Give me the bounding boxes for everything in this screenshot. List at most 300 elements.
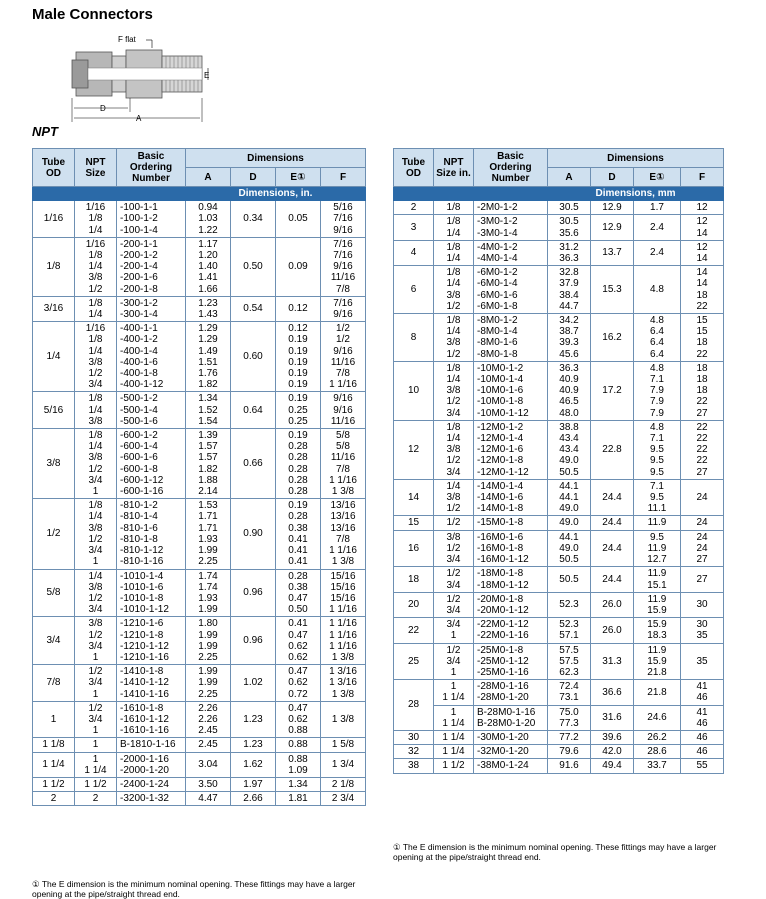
ordering-number-cell-value: -12M0-1-6 xyxy=(477,444,524,456)
npt-size-cell xyxy=(75,322,117,392)
tube-od-cell: 3/4 xyxy=(33,617,75,665)
dim-e-cell-value: 0.41 xyxy=(288,545,308,557)
table-row xyxy=(394,420,724,479)
dim-f-cell-value: 1 3/8 xyxy=(331,713,355,725)
dim-a-cell-value: 1.99 xyxy=(198,640,218,652)
dim-f-cell-value: 9/16 xyxy=(333,345,353,357)
dim-e-cell xyxy=(634,643,681,680)
metric-dimensions-table xyxy=(393,148,723,774)
ordering-number-cell-value: -25M0-1-8 xyxy=(477,644,524,656)
npt-size-cell-value: 1 xyxy=(450,681,457,693)
dim-f-cell-value: 5/8 xyxy=(336,441,350,453)
dim-f-cell-value: 5/8 xyxy=(336,430,350,442)
dim-a-cell xyxy=(186,738,231,752)
npt-size-cell xyxy=(75,569,117,617)
dim-a-cell xyxy=(548,530,591,567)
table-row xyxy=(394,680,724,705)
npt-size-cell-value: 1/2 xyxy=(446,542,461,554)
npt-size-cell-value: 1/8 xyxy=(446,421,461,433)
dim-e-cell-value: 0.28 xyxy=(288,474,308,486)
npt-size-cell-value: 1 1/4 xyxy=(84,764,107,776)
dim-d-cell-value: 0.96 xyxy=(243,587,263,599)
dim-d-cell-value: 16.2 xyxy=(602,331,622,343)
dim-f-cell xyxy=(321,738,366,752)
npt-size-cell xyxy=(434,479,474,516)
footnote: ① The E dimension is the minimum nominal opening. These fittings may have a larger opening at the pipe/straight thread end. xyxy=(393,842,717,862)
dim-e-cell-value: 7.9 xyxy=(650,385,664,397)
dim-e-cell-value: 0.19 xyxy=(288,430,308,442)
ordering-number-cell-value: -600-1-6 xyxy=(120,452,158,464)
npt-size-cell xyxy=(434,730,474,744)
dim-f-cell-value: 11/16 xyxy=(330,415,356,427)
table-row xyxy=(394,201,724,215)
dim-a-cell xyxy=(548,361,591,420)
table-row xyxy=(394,745,724,759)
npt-size-cell-value: 1/2 xyxy=(88,283,103,295)
dim-d-cell-value: 0.96 xyxy=(243,635,263,647)
npt-size-cell-value: 1/16 xyxy=(85,238,106,250)
dim-a-cell-value: 2.45 xyxy=(198,725,218,737)
dim-a-cell-value: 44.7 xyxy=(559,300,579,312)
ordering-number-cell xyxy=(117,752,186,777)
basic-ordering-number-header: Basic Ordering Number xyxy=(474,149,548,187)
dim-f-cell-value: 15/16 xyxy=(330,581,356,593)
dim-e-cell-value: 21.8 xyxy=(647,686,667,698)
dim-d-cell xyxy=(591,420,634,479)
dim-e-cell-value: 0.19 xyxy=(288,500,308,512)
dim-f-cell-value: 35 xyxy=(696,655,708,667)
dim-e-cell-value: 0.09 xyxy=(288,261,308,273)
dim-e-cell-value: 21.8 xyxy=(647,666,667,678)
dim-f-cell xyxy=(321,569,366,617)
ordering-number-cell-value: -300-1-2 xyxy=(120,297,158,309)
npt-size-cell-value: 1 xyxy=(92,725,99,737)
npt-size-cell-value: 1 xyxy=(92,556,99,568)
dim-f-cell xyxy=(321,792,366,806)
dim-a-cell xyxy=(548,240,591,265)
dim-d-header: D xyxy=(591,168,634,187)
npt-size-cell xyxy=(434,567,474,592)
dim-f-cell-value: 27 xyxy=(696,573,708,585)
ordering-number-cell-value: -6M0-1-4 xyxy=(477,278,518,290)
dim-f-cell-value: 18 xyxy=(696,337,708,349)
table-row xyxy=(33,201,366,238)
table-row xyxy=(394,592,724,617)
dim-e-cell xyxy=(634,201,681,215)
ordering-number-cell-value: B-28M0-1-16 xyxy=(477,706,536,718)
ordering-number-cell xyxy=(117,392,186,429)
dim-e-cell-value: 0.19 xyxy=(288,379,308,391)
npt-size-cell-value: 1/2 xyxy=(88,666,103,678)
ordering-number-cell-value: -32M0-1-20 xyxy=(477,746,529,758)
tube-od-cell: 32 xyxy=(394,745,434,759)
table-row xyxy=(33,701,366,738)
ordering-number-cell-value: -14M0-1-4 xyxy=(477,480,524,492)
dim-a-cell-value: 38.8 xyxy=(559,421,579,433)
ordering-number-cell-value: -10M0-1-6 xyxy=(477,385,524,397)
npt-size-cell-value: 1/2 xyxy=(88,368,103,380)
npt-size-cell xyxy=(434,530,474,567)
npt-size-cell xyxy=(434,680,474,705)
dim-f-cell-value: 9/16 xyxy=(333,224,353,236)
dim-e-header: E① xyxy=(634,168,681,187)
dim-e-cell xyxy=(276,665,321,702)
npt-size-cell-value: 1/2 xyxy=(446,644,461,656)
dim-f-cell-value: 1 1/16 xyxy=(329,629,357,641)
dim-d-cell xyxy=(591,745,634,759)
npt-size-cell-value: 1/2 xyxy=(88,702,103,714)
dim-e-cell xyxy=(276,429,321,499)
dim-d-cell-value: 0.34 xyxy=(243,213,263,225)
table-row xyxy=(394,314,724,362)
dim-f-cell xyxy=(321,237,366,296)
ordering-number-cell-value: -400-1-6 xyxy=(120,356,158,368)
dim-e-cell-value: 0.28 xyxy=(288,441,308,453)
dim-f-cell-value: 7/8 xyxy=(336,283,350,295)
dim-a-cell xyxy=(186,296,231,321)
dim-d-cell xyxy=(231,392,276,429)
dim-f-cell-value: 1/2 xyxy=(336,334,350,346)
ordering-number-cell xyxy=(117,792,186,806)
dim-f-cell xyxy=(681,705,724,730)
dim-e-cell-value: 7.1 xyxy=(650,374,664,386)
dim-a-cell-value: 50.5 xyxy=(559,554,579,566)
dim-f-header: F xyxy=(321,168,366,187)
dim-d-cell xyxy=(231,701,276,738)
ordering-number-cell xyxy=(474,420,548,479)
ordering-number-cell-value: -25M0-1-12 xyxy=(477,655,529,667)
dim-a-cell xyxy=(548,201,591,215)
dim-a-cell-value: 1.53 xyxy=(198,500,218,512)
dim-e-cell xyxy=(634,730,681,744)
ordering-number-cell-value: -10M0-1-4 xyxy=(477,374,524,386)
dim-a-cell-value: 2.26 xyxy=(198,713,218,725)
dim-a-cell-value: 57.1 xyxy=(559,630,579,642)
basic-ordering-number-header: Basic Ordering Number xyxy=(117,149,186,187)
npt-size-cell-value: 1/4 xyxy=(88,309,103,321)
npt-size-cell xyxy=(75,296,117,321)
ordering-number-cell-value: -400-1-12 xyxy=(120,379,164,391)
ordering-number-cell-value: -200-1-1 xyxy=(120,238,158,250)
ordering-number-cell-value: -600-1-16 xyxy=(120,486,164,498)
dim-f-cell-value: 13/16 xyxy=(330,522,356,534)
dim-a-cell-value: 49.0 xyxy=(559,542,579,554)
dim-f-cell-value: 18 xyxy=(696,362,708,374)
ordering-number-cell-value: -600-1-4 xyxy=(120,441,158,453)
npt-size-cell-value: 1 xyxy=(92,688,99,700)
ordering-number-cell-value: -100-1-2 xyxy=(120,213,158,225)
dim-e-cell-value: 1.34 xyxy=(288,778,308,790)
dim-a-cell-value: 1.71 xyxy=(198,522,218,534)
dim-f-cell-value: 18 xyxy=(696,374,708,386)
npt-size-cell-value: 1/8 xyxy=(446,202,461,214)
dim-e-cell-value: 0.19 xyxy=(288,345,308,357)
npt-size-cell-value: 1/4 xyxy=(88,224,103,236)
npt-size-cell-value: 1/4 xyxy=(88,261,103,273)
npt-size-cell xyxy=(434,705,474,730)
npt-size-cell-value: 1/8 xyxy=(88,213,103,225)
dim-a-cell-value: 50.5 xyxy=(559,573,579,585)
npt-size-cell-value: 1/8 xyxy=(446,362,461,374)
dim-a-cell-value: 1.76 xyxy=(198,368,218,380)
dim-a-cell-value: 1.74 xyxy=(198,581,218,593)
npt-size-cell xyxy=(75,701,117,738)
dim-e-cell-value: 0.25 xyxy=(288,415,308,427)
npt-size-cell xyxy=(75,429,117,499)
npt-size-cell-value: 1/2 xyxy=(446,568,461,580)
dim-e-cell-value: 0.50 xyxy=(288,604,308,616)
dim-f-cell xyxy=(681,361,724,420)
npt-size-cell xyxy=(75,752,117,777)
npt-size-cell xyxy=(75,499,117,569)
npt-size-cell-value: 3/8 xyxy=(88,272,103,284)
dim-f-cell-value: 11/16 xyxy=(330,272,356,284)
dim-e-cell-value: 33.7 xyxy=(647,760,667,772)
dim-f-cell-value: 7/8 xyxy=(336,463,350,475)
dim-a-cell xyxy=(186,665,231,702)
dim-a-cell-value: 1.20 xyxy=(198,250,218,262)
ordering-number-cell-value: -200-1-6 xyxy=(120,272,158,284)
dim-e-cell-value: 0.28 xyxy=(288,452,308,464)
dim-d-cell-value: 15.3 xyxy=(602,284,622,296)
dim-e-cell-value: 7.9 xyxy=(650,407,664,419)
npt-size-cell-value: 1/16 xyxy=(85,323,106,335)
dim-d-cell xyxy=(591,215,634,240)
dim-f-cell-value: 30 xyxy=(696,619,708,631)
ordering-number-cell-value: -10M0-1-12 xyxy=(477,407,529,419)
npt-size-cell-value: 1/4 xyxy=(446,374,461,386)
npt-size-cell xyxy=(434,266,474,314)
dim-d-cell xyxy=(231,569,276,617)
npt-size-cell xyxy=(434,592,474,617)
npt-subtitle: NPT xyxy=(32,124,58,139)
dim-f-cell xyxy=(681,745,724,759)
dim-f-cell-value: 7/8 xyxy=(336,533,350,545)
dim-f-cell-value: 22 xyxy=(696,433,708,445)
dim-f-cell-value: 18 xyxy=(696,289,708,301)
tube-od-cell: 1 1/2 xyxy=(33,777,75,791)
table-row xyxy=(33,322,366,392)
dim-d-cell xyxy=(231,777,276,791)
dim-e-cell xyxy=(634,479,681,516)
npt-size-cell xyxy=(434,618,474,643)
dim-a-cell-value: 32.8 xyxy=(559,267,579,279)
npt-size-cell-value: 1/8 xyxy=(88,393,103,405)
dim-d-cell-value: 31.6 xyxy=(602,712,622,724)
tube-od-cell: 2 xyxy=(394,201,434,215)
ordering-number-cell-value: -200-1-2 xyxy=(120,250,158,262)
ordering-number-cell-value: -38M0-1-24 xyxy=(477,760,529,772)
ordering-number-cell-value: -100-1-1 xyxy=(120,202,158,214)
d-label: D xyxy=(100,104,106,113)
dim-a-cell-value: 1.29 xyxy=(198,334,218,346)
npt-size-cell-value: 3/4 xyxy=(446,604,461,616)
dim-a-cell-value: 1.49 xyxy=(198,345,218,357)
dim-f-cell-value: 55 xyxy=(696,760,708,772)
ordering-number-cell-value: -1010-1-8 xyxy=(120,592,164,604)
ordering-number-cell xyxy=(117,429,186,499)
ordering-number-cell-value: -28M0-1-16 xyxy=(477,681,529,693)
tube-od-cell: 38 xyxy=(394,759,434,773)
npt-size-cell xyxy=(434,215,474,240)
npt-size-cell-value: 1/4 xyxy=(88,570,103,582)
ordering-number-cell-value: -10M0-1-2 xyxy=(477,362,524,374)
npt-size-cell-value: 1 1/2 xyxy=(84,778,107,790)
dim-a-cell-value: 1.93 xyxy=(198,592,218,604)
table-row xyxy=(33,665,366,702)
ordering-number-cell xyxy=(474,266,548,314)
npt-size-cell-value: 3/8 xyxy=(88,415,103,427)
ordering-number-cell xyxy=(474,567,548,592)
dim-d-cell-value: 36.6 xyxy=(602,686,622,698)
dim-f-cell-value: 12 xyxy=(696,202,708,214)
table-row xyxy=(33,792,366,806)
dim-f-cell-value: 15/16 xyxy=(330,570,356,582)
dim-e-cell xyxy=(634,420,681,479)
dim-e-cell-value: 11.1 xyxy=(647,503,667,515)
dim-e-cell xyxy=(276,738,321,752)
dim-d-cell xyxy=(591,759,634,773)
npt-size-cell-value: 1/4 xyxy=(88,345,103,357)
dim-a-cell-value: 39.3 xyxy=(559,337,579,349)
dim-e-cell-value: 15.9 xyxy=(647,604,667,616)
ordering-number-cell xyxy=(117,701,186,738)
dim-a-cell-value: 38.4 xyxy=(559,289,579,301)
dim-a-cell-value: 37.9 xyxy=(559,278,579,290)
npt-size-cell xyxy=(75,617,117,665)
dim-a-cell-value: 57.5 xyxy=(559,655,579,667)
dim-f-cell xyxy=(321,701,366,738)
dim-e-cell xyxy=(634,240,681,265)
dim-f-cell-value: 9/16 xyxy=(333,261,353,273)
dim-f-cell-value: 46 xyxy=(696,692,708,704)
npt-size-cell-value: 1 xyxy=(92,486,99,498)
dim-a-cell xyxy=(548,618,591,643)
npt-size-cell-value: 1/4 xyxy=(446,480,461,492)
dim-e-cell-value: 0.62 xyxy=(288,713,308,725)
npt-size-cell xyxy=(434,759,474,773)
dim-e-cell xyxy=(276,752,321,777)
ordering-number-cell-value: -810-1-4 xyxy=(120,511,158,523)
dim-a-cell-value: 1.54 xyxy=(198,415,218,427)
dim-e-cell-value: 0.12 xyxy=(288,323,308,335)
dim-e-cell-value: 1.81 xyxy=(288,793,308,805)
ordering-number-cell xyxy=(474,240,548,265)
dim-d-cell-value: 12.9 xyxy=(602,222,622,233)
dim-a-cell-value: 1.39 xyxy=(198,430,218,442)
ordering-number-cell-value: -1210-1-12 xyxy=(120,640,169,652)
ordering-number-cell xyxy=(117,499,186,569)
table-row xyxy=(394,730,724,744)
dim-e-cell-value: 9.5 xyxy=(650,492,664,504)
ordering-number-cell-value: -500-1-4 xyxy=(120,404,158,416)
dimensions-header: Dimensions xyxy=(186,149,366,168)
ordering-number-cell-value: B-28M0-1-20 xyxy=(477,717,536,729)
dim-d-cell xyxy=(591,516,634,530)
ordering-number-cell-value: -18M0-1-12 xyxy=(477,579,529,591)
dim-f-cell-value: 13/16 xyxy=(330,500,356,512)
npt-size-cell xyxy=(434,201,474,215)
dim-e-cell-value: 24.6 xyxy=(647,712,667,724)
ordering-number-cell-value: -810-1-16 xyxy=(120,556,164,568)
ordering-number-cell xyxy=(117,569,186,617)
tube-od-cell: 28 xyxy=(394,680,434,731)
dim-e-cell-value: 0.41 xyxy=(288,533,308,545)
dim-a-cell xyxy=(186,777,231,791)
ordering-number-cell xyxy=(474,618,548,643)
ordering-number-cell-value: -2400-1-24 xyxy=(120,778,169,790)
dim-a-cell-value: 1.22 xyxy=(198,224,218,236)
npt-size-cell-value: 3/8 xyxy=(446,289,461,301)
dim-f-cell-value: 2 3/4 xyxy=(331,793,355,805)
dim-f-cell xyxy=(681,530,724,567)
tube-od-cell: 3/16 xyxy=(33,296,75,321)
npt-size-cell-value: 3/4 xyxy=(88,474,103,486)
dim-e-cell xyxy=(634,567,681,592)
dim-a-cell-value: 30.5 xyxy=(559,216,579,228)
ordering-number-cell-value: -810-1-8 xyxy=(120,533,158,545)
dim-a-cell xyxy=(186,429,231,499)
npt-size-cell-value: 3/4 xyxy=(446,407,461,419)
ordering-number-cell-value: -500-1-6 xyxy=(120,415,158,427)
dim-f-cell xyxy=(681,516,724,530)
dim-a-cell-value: 36.3 xyxy=(559,253,579,265)
dim-d-cell-value: 24.4 xyxy=(602,517,622,529)
table-row xyxy=(33,499,366,569)
dim-f-cell-value: 2 1/8 xyxy=(331,778,355,790)
ordering-number-cell xyxy=(474,516,548,530)
dim-f-cell xyxy=(321,392,366,429)
dim-e-cell-value: 6.4 xyxy=(650,337,664,349)
ordering-number-cell-value: -600-1-8 xyxy=(120,463,158,475)
npt-size-cell-value: 1/8 xyxy=(88,500,103,512)
tube-od-cell: 22 xyxy=(394,618,434,643)
npt-size-header: NPT Size in. xyxy=(434,149,474,187)
dim-a-cell-value: 77.2 xyxy=(559,731,579,743)
dim-e-cell-value: 7.1 xyxy=(650,433,664,445)
dim-a-cell-value: 49.0 xyxy=(559,517,579,529)
dim-d-cell-value: 1.02 xyxy=(243,677,263,689)
npt-size-cell-value: 1/8 xyxy=(88,430,103,442)
npt-size-cell-value: 1/4 xyxy=(446,326,461,338)
dim-a-cell xyxy=(186,701,231,738)
dim-a-cell-value: 2.25 xyxy=(198,688,218,700)
dim-f-cell-value: 22 xyxy=(696,421,708,433)
npt-size-cell xyxy=(75,792,117,806)
dim-d-cell-value: 42.0 xyxy=(602,746,622,758)
dim-e-cell xyxy=(276,569,321,617)
npt-size-cell-value: 3/4 xyxy=(446,655,461,667)
dim-d-cell-value: 22.8 xyxy=(602,444,622,456)
dim-d-cell xyxy=(591,266,634,314)
dim-a-cell-value: 52.3 xyxy=(559,599,579,611)
ordering-number-cell xyxy=(474,314,548,362)
ordering-number-cell-value: -400-1-1 xyxy=(120,323,158,335)
tube-od-header: Tube OD xyxy=(33,149,75,187)
tube-od-cell: 3 xyxy=(394,215,434,240)
dim-f-cell-value: 5/16 xyxy=(333,202,353,214)
table-row xyxy=(394,530,724,567)
dim-e-cell-value: 0.25 xyxy=(288,404,308,416)
dim-f-cell-value: 24 xyxy=(696,492,708,504)
npt-size-cell-value: 3/4 xyxy=(446,466,461,478)
dim-e-cell-value: 11.9 xyxy=(647,568,667,580)
ordering-number-cell-value: -2000-1-16 xyxy=(120,753,169,765)
dim-e-cell-value: 0.28 xyxy=(288,486,308,498)
ordering-number-cell-value: -15M0-1-8 xyxy=(477,517,524,529)
dim-f-cell-value: 9/16 xyxy=(333,404,353,416)
dim-e-cell-value: 6.4 xyxy=(650,348,664,360)
